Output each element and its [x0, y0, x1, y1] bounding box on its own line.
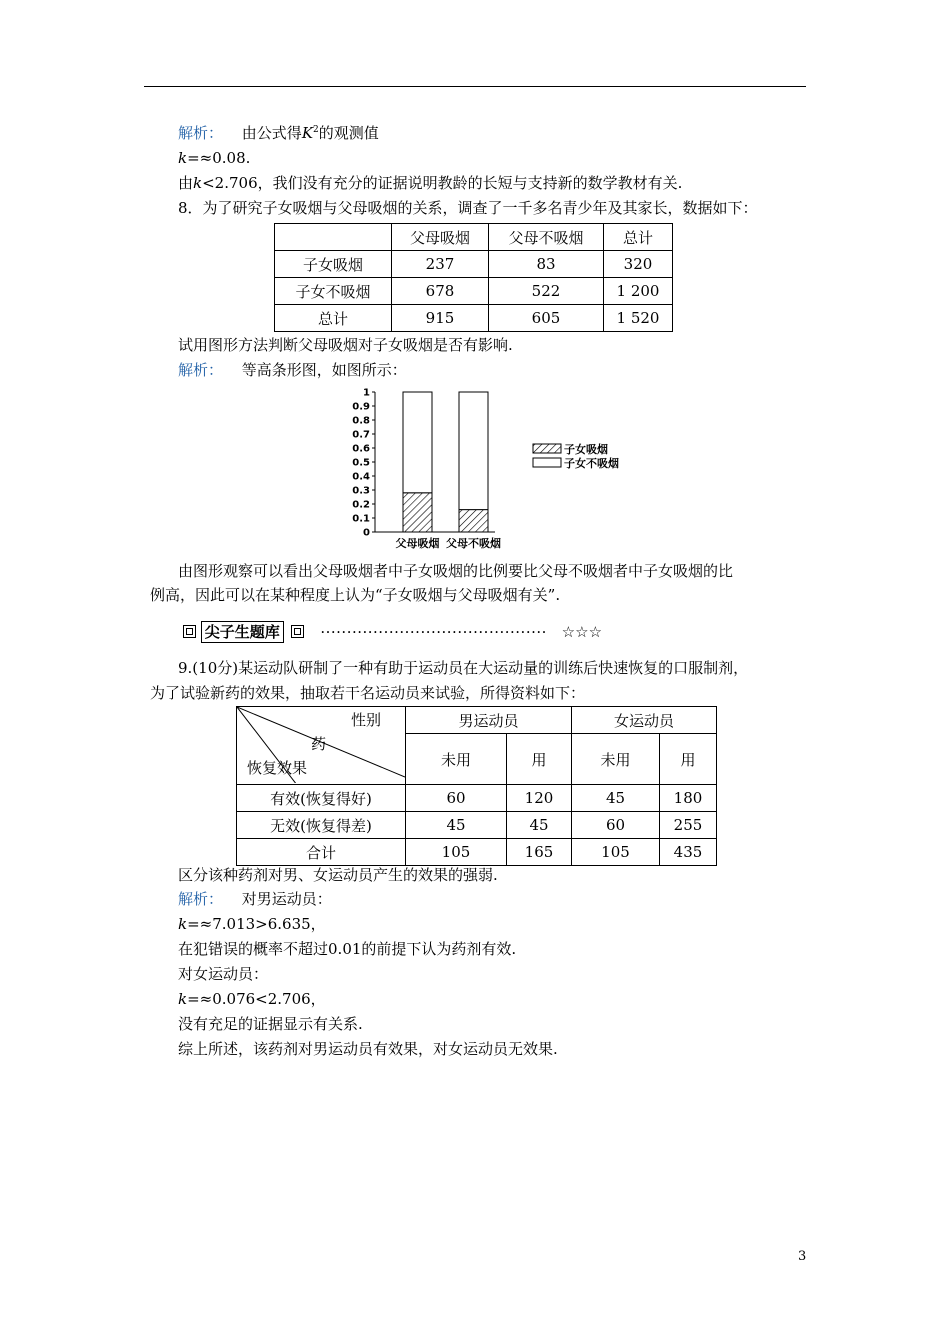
- section-heading: [183, 621, 602, 643]
- solution-line-1: 解析： 由公式得$K^2$的观测值: [178, 124, 379, 142]
- table-row: 总计 915 605 1 520: [275, 305, 673, 332]
- question-9-task: 区分该种药剂对男、女运动员产生的效果的强弱.: [178, 866, 498, 884]
- q9-step-5: 没有充足的证据显示有关系.: [178, 1015, 363, 1033]
- y-tick-label: 0.2: [352, 499, 370, 511]
- male-group-header: 男运动员: [406, 707, 572, 734]
- y-tick-label: 0: [363, 527, 370, 539]
- solution-line-3: 由k<2.706，我们没有充分的证据说明教龄的长短与支持新的数学教材有关.: [178, 174, 683, 192]
- y-tick-label: 0.5: [352, 457, 370, 469]
- section-marker-icon: [291, 625, 304, 638]
- page-number: 3: [798, 1249, 807, 1264]
- bar-segment-1-子女吸烟: [459, 510, 488, 532]
- solution-line-2: k=≈0.08.: [178, 149, 251, 167]
- y-tick-label: 0.1: [352, 513, 370, 525]
- section-title: 尖子生题库: [201, 621, 284, 643]
- q9-step-1: k=≈7.013>6.635，: [178, 915, 326, 933]
- y-tick-label: 0.3: [352, 485, 370, 497]
- q9-step-3: 对女运动员：: [178, 965, 269, 983]
- conclusion-line-2: 例高，因此可以在某种程度上认为“子女吸烟与父母吸烟有关”.: [150, 586, 561, 604]
- drug-table: 性别 药 恢复效果 男运动员 女运动员 未用 用 未用 用 有效(恢复得好) 60 120 45 180 无效(恢复得差) 45 45 60 255 合计 105 165 105 435: [236, 706, 717, 866]
- legend-swatch: [533, 444, 561, 453]
- conclusion-line-1: 由图形观察可以看出父母吸烟者中子女吸烟的比例要比父母不吸烟者中子女吸烟的比: [178, 562, 734, 580]
- question-8-text: 8．为了研究子女吸烟与父母吸烟的关系，调查了一千多名青少年及其家长，数据如下：: [178, 199, 758, 217]
- x-category-label: 父母吸烟: [395, 537, 440, 550]
- header-rule: [144, 86, 806, 87]
- y-tick-label: 0.6: [352, 443, 370, 455]
- legend-swatch: [533, 458, 561, 467]
- difficulty-stars: ☆☆☆: [561, 623, 603, 641]
- question-8-task: 试用图形方法判断父母吸烟对子女吸烟是否有影响.: [178, 336, 513, 354]
- section-dots: ···········································: [320, 623, 547, 641]
- solution-label: 解析：: [178, 124, 224, 142]
- table-row: 子女吸烟 237 83 320: [275, 251, 673, 278]
- female-group-header: 女运动员: [572, 707, 717, 734]
- diagonal-header-cell: 性别 药 恢复效果: [237, 707, 406, 785]
- bar-segment-1-子女不吸烟: [459, 392, 488, 510]
- table-row: 有效(恢复得好) 60 120 45 180: [237, 785, 717, 812]
- bar-segment-0-子女不吸烟: [403, 392, 432, 493]
- solution-label: 解析：: [178, 890, 224, 908]
- x-category-label: 父母不吸烟: [446, 537, 501, 550]
- question-9-text-1: 9.(10分)某运动队研制了一种有助于运动员在大运动量的训练后快速恢复的口服制剂，: [178, 659, 749, 677]
- q9-step-2: 在犯错误的概率不超过0.01的前提下认为药剂有效.: [178, 940, 517, 958]
- y-tick-label: 1: [363, 387, 370, 399]
- solution-label: 解析：: [178, 361, 224, 379]
- legend-label: 子女不吸烟: [564, 457, 619, 470]
- question-9-text-2: 为了试验新药的效果，抽取若干名运动员来试验，所得资料如下：: [150, 684, 586, 702]
- smoking-table: [274, 223, 673, 332]
- y-tick-label: 0.8: [352, 415, 370, 427]
- q9-solution-line: 解析： 对男运动员：: [178, 890, 332, 908]
- y-tick-label: 0.7: [352, 429, 370, 441]
- table-row: 无效(恢复得差) 45 45 60 255: [237, 812, 717, 839]
- q9-step-6: 综上所述，该药剂对男运动员有效果，对女运动员无效果.: [178, 1040, 558, 1058]
- stacked-bar-chart: [340, 384, 640, 554]
- q8-solution-line: 解析： 等高条形图，如图所示：: [178, 361, 407, 379]
- section-marker-icon: [183, 625, 196, 638]
- table-row: 子女不吸烟 678 522 1 200: [275, 278, 673, 305]
- table-header-row: 父母吸烟 父母不吸烟 总计: [275, 224, 673, 251]
- bar-segment-0-子女吸烟: [403, 493, 432, 532]
- y-tick-label: 0.9: [352, 401, 370, 413]
- q9-step-4: k=≈0.076<2.706，: [178, 990, 326, 1008]
- y-tick-label: 0.4: [352, 471, 370, 483]
- legend-label: 子女吸烟: [564, 443, 608, 456]
- table-row: 合计 105 165 105 435: [237, 839, 717, 866]
